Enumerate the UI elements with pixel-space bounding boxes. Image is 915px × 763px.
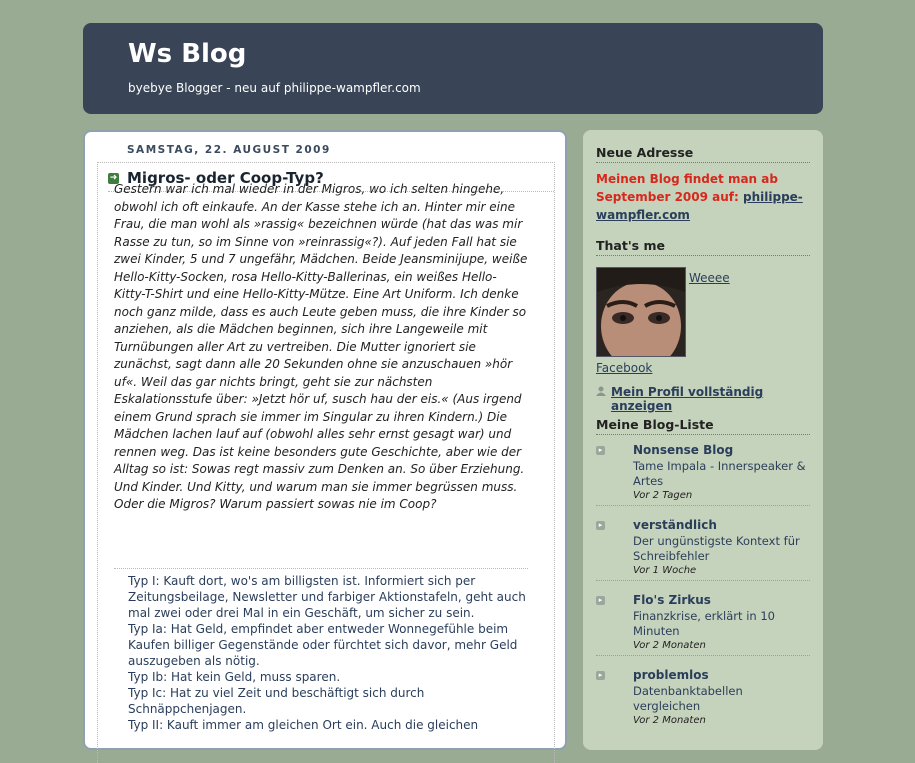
post-date: SAMSTAG, 22. AUGUST 2009: [127, 144, 331, 156]
blog-name-link[interactable]: verständlich: [633, 518, 717, 532]
blog-name-link[interactable]: problemlos: [633, 668, 709, 682]
arrow-right-icon: ▸: [596, 671, 605, 680]
type-item: Typ Ia: Hat Geld, empfindet aber entweder Wonnegefühle beim Kaufen billiger Gegenstände oder fürchtet sich davor, mehr Geld auszugeben als nötig.: [128, 622, 518, 668]
new-address-message: Meinen Blog findet man ab September 2009 auf:: [596, 172, 778, 204]
arrow-right-icon: ▸: [596, 521, 605, 530]
avatar-photo: [597, 268, 685, 356]
post-title[interactable]: Migros- oder Coop-Typ?: [127, 169, 324, 187]
blog-description: byebye Blogger - neu auf philippe-wampfler.com: [128, 81, 421, 95]
arrow-right-icon: ➜: [109, 173, 118, 183]
list-item: [596, 668, 810, 730]
facebook-link[interactable]: Facebook: [596, 361, 653, 375]
new-address-title: Neue Adresse: [596, 145, 810, 163]
blog-title[interactable]: Ws Blog: [128, 39, 247, 69]
blog-header: [83, 23, 823, 114]
new-address-text: [596, 170, 806, 224]
list-item: [596, 443, 810, 506]
blog-post-age: Vor 2 Monaten: [633, 715, 706, 726]
list-item: [596, 593, 810, 656]
blog-name-link[interactable]: Flo's Zirkus: [633, 593, 711, 607]
blog-post-link[interactable]: Tame Impala - Innerspeaker & Artes: [633, 459, 806, 488]
new-address-link[interactable]: philippe-wampfler.com: [596, 190, 803, 222]
type-list: [114, 568, 528, 733]
type-item: Typ Ib: Hat kein Geld, muss sparen.: [128, 670, 341, 684]
main-column: [83, 130, 567, 750]
blog-post-age: Vor 2 Tagen: [633, 490, 693, 501]
post-body: Gestern war ich mal wieder in der Migros, wo ich selten hingehe, obwohl ich oft einkaufe. An der Kasse stehe ich an. Hinter mir eine Frau, die man wohl als »rassig« bezeichnen würde (hat das was mir Rasse zu tun, so im Sinne von »reinrassig«?). Auf jeden Fall hat sie zwei Kinder, 5 und 7 ungefähr, Mädchen. Beide Jeansminijupe, weiße Hello-Kitty-Socken, rosa Hello-Kitty-Ballerinas, ein weißes Hello-Kitty-T-Shirt und eine Hello-Kitty-Mütze. Eine Art Uniform. Ich denke noch ganz milde, dass es auch Leute geben muss, die ihre Kinder so anziehen, als die Mädchen beginnen, sich ihre Langeweile mit Turnübungen aller Art zu vertreiben. Die Mutter ignoriert sie zunächst, sagt dann alle 20 Sekunden ohne sie anzuschauen »hör uf«. Weil das gar nichts bringt, geht sie zur nächsten Eskalationsstufe über: »Jetzt hör uf, susch hau der eis.« (Aus irgend einem Grund sprach sie immer im Singular zu ihren Kindern.) Die Mädchen lachen lauf auf (obwohl alles sehr ernst gesagt war) und rennen weg. Das ist keine besonders gute Geschichte, aber wie der Alltag so ist: Sowas regt massiv zum Denken an. So über Erziehung. Und Kinder. Und Kitty, und warum man sie immer begrüssen muss. Oder die Migros? Warum passiert sowas nie im Coop?: [114, 182, 528, 511]
bloglist-title: Meine Blog-Liste: [596, 417, 810, 435]
full-profile-link[interactable]: Mein Profil vollständig anzeigen: [611, 385, 764, 413]
type-item: Typ Ic: Hat zu viel Zeit und beschäftigt sich durch Schnäppchenjagen.: [128, 686, 425, 716]
blog-post-link[interactable]: Finanzkrise, erklärt in 10 Minuten: [633, 609, 775, 638]
arrow-right-icon: ▸: [596, 446, 605, 455]
list-item: [596, 518, 810, 581]
type-item: Typ I: Kauft dort, wo's am billigsten ist. Informiert sich per Zeitungsbeilage, Newsletter und farbiger Aktionstafeln, geht auch mal zwei oder drei Mal in ein Geschäft, um sicher zu sein.: [128, 574, 526, 620]
type-item: Typ II: Kauft immer am gleichen Ort ein. Auch die gleichen: [128, 718, 479, 732]
blog-post-age: Vor 2 Monaten: [633, 640, 706, 651]
blog-name-link[interactable]: Nonsense Blog: [633, 443, 734, 457]
arrow-right-icon: ▸: [596, 596, 605, 605]
user-icon: [596, 386, 606, 396]
avatar[interactable]: [596, 267, 686, 357]
profile-name-link[interactable]: Weeee: [689, 271, 730, 285]
about-title: That's me: [596, 238, 810, 256]
blog-post-age: Vor 1 Woche: [633, 565, 697, 576]
blog-post-link[interactable]: Der ungünstigste Kontext für Schreibfehler: [633, 534, 800, 563]
blog-post-link[interactable]: Datenbanktabellen vergleichen: [633, 684, 743, 713]
sidebar: [583, 130, 823, 750]
